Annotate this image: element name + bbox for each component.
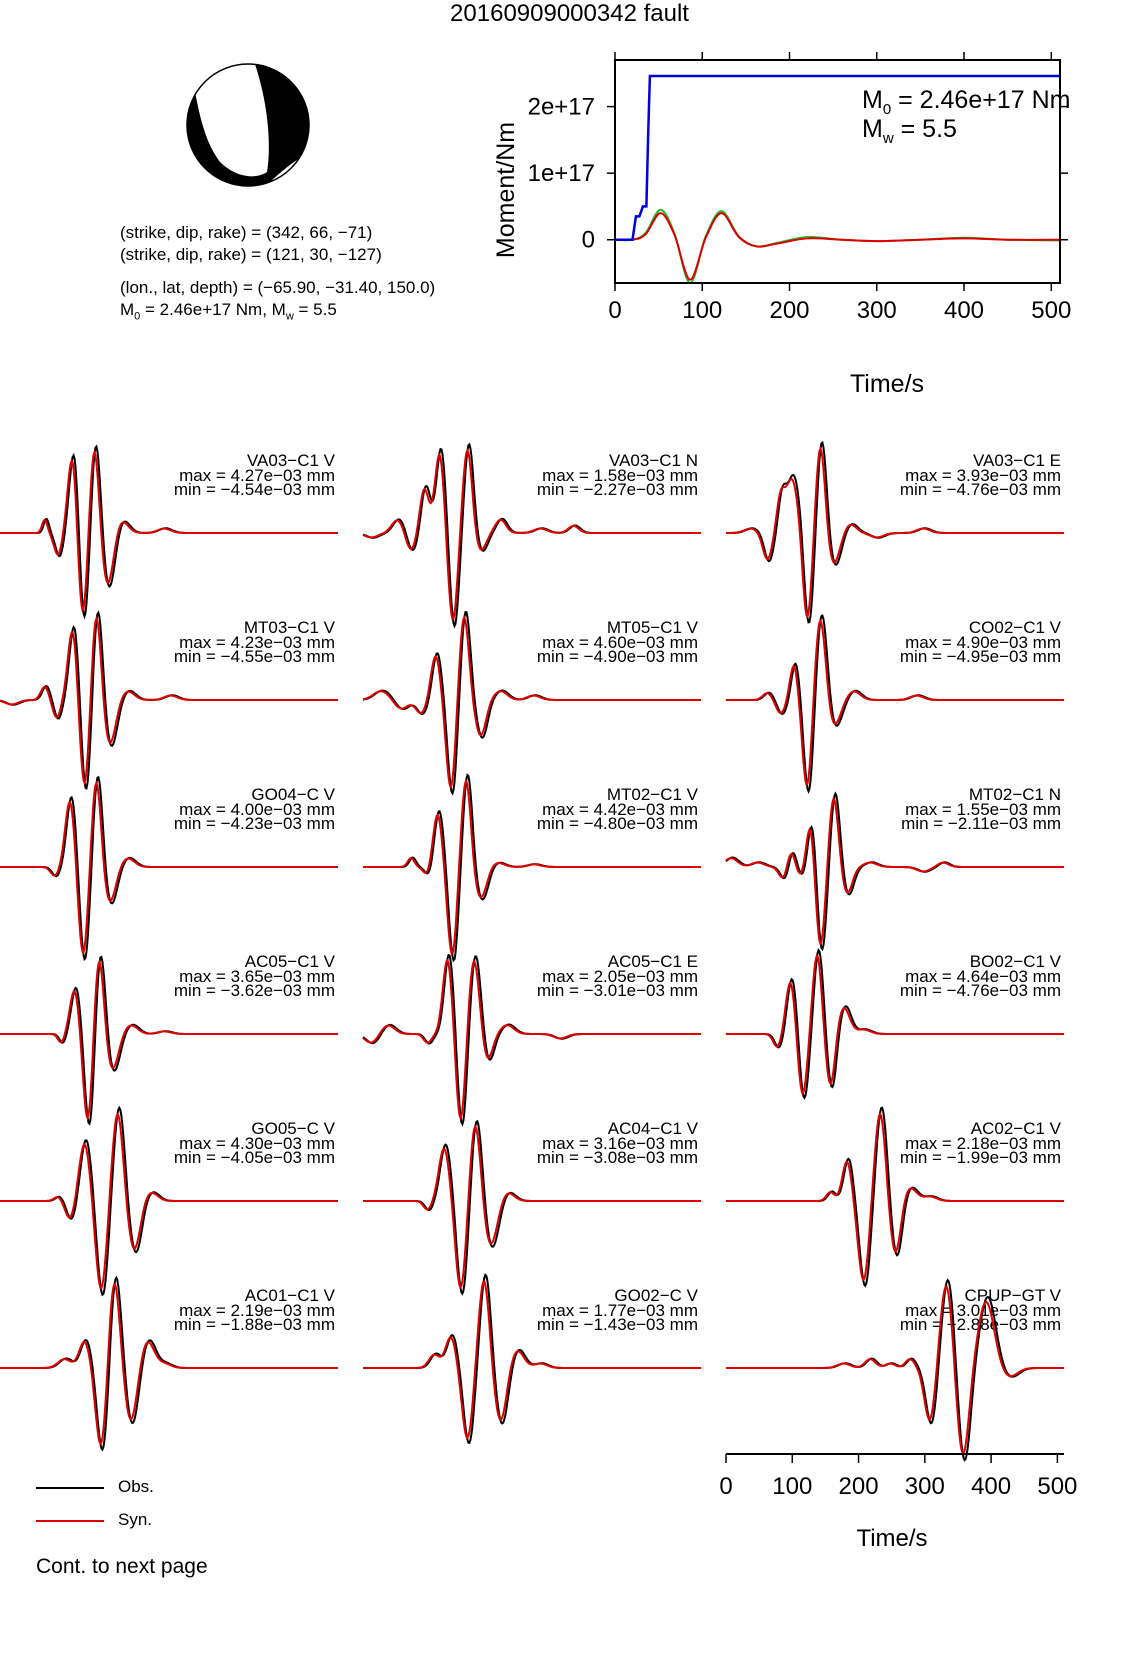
moment-xtick-label: 100 (682, 297, 723, 324)
waveform-min-label: min = −1.43e−03 mm (536, 1315, 698, 1334)
svg-text:Mw = 5.5 (862, 115, 957, 147)
moment-annotation (862, 86, 1070, 147)
waveform-min-label: min = −3.62e−03 mm (173, 981, 335, 1000)
footer-note: Cont. to next page (36, 1555, 208, 1578)
mechanism-plane2: (strike, dip, rake) = (121, 30, −127) (120, 245, 382, 264)
page-title: 20160909000342 fault (450, 0, 689, 27)
waveform-max-label: max = 4.42e−03 mm (542, 800, 698, 819)
waveform-station-label: MT02−C1 N (968, 785, 1061, 804)
waveform-xtick-label: 300 (904, 1473, 945, 1500)
waveform-station-label: GO02−C V (614, 1286, 698, 1305)
waveform-min-label: min = −2.11e−03 mm (901, 814, 1061, 833)
waveform-min-label: min = −4.23e−03 mm (173, 814, 335, 833)
waveform-min-label: min = −4.95e−03 mm (899, 647, 1061, 666)
beachball-diagram (185, 62, 311, 188)
waveform-max-label: max = 2.05e−03 mm (542, 967, 698, 986)
moment-ytick-label: 2e+17 (527, 93, 595, 121)
waveform-station-label: GO04−C V (251, 785, 335, 804)
waveform-max-label: max = 4.23e−03 mm (179, 633, 335, 652)
waveform-station-label: CO02−C1 V (968, 618, 1061, 637)
mw-subscript: w (285, 310, 294, 323)
waveform-max-label: max = 1.58e−03 mm (542, 466, 698, 485)
waveform-panel (363, 1275, 701, 1443)
waveform-panel (726, 950, 1064, 1098)
moment-chart (480, 30, 1139, 410)
waveform-xtick-label: 400 (971, 1473, 1012, 1500)
waveform-min-label: min = −4.80e−03 mm (536, 814, 698, 833)
waveform-min-label: min = −4.90e−03 mm (536, 647, 698, 666)
waveform-min-label: min = −4.76e−03 mm (899, 981, 1061, 1000)
waveform-min-label: min = −4.55e−03 mm (173, 647, 335, 666)
waveform-max-label: max = 4.90e−03 mm (905, 633, 1061, 652)
waveform-max-label: max = 4.00e−03 mm (179, 800, 335, 819)
waveform-panel (0, 613, 338, 789)
m0-value: = 2.46e+17 Nm, M (140, 300, 286, 319)
m0-symbol: M (120, 300, 135, 319)
legend (36, 1477, 236, 1540)
legend-obs-swatch (36, 1487, 104, 1489)
waveform-min-label: min = −4.05e−03 mm (173, 1148, 335, 1167)
waveform-panel (0, 952, 338, 1124)
waveform-panel (0, 447, 338, 617)
m0-subscript: 0 (134, 310, 141, 323)
annotation-mw-subscript: w (882, 130, 894, 147)
waveform-station-label: VA03−C1 N (609, 451, 698, 470)
waveform-max-label: max = 4.30e−03 mm (179, 1134, 335, 1153)
waveform-panel (726, 785, 1064, 949)
waveform-xtick-label: 0 (719, 1473, 733, 1500)
legend-syn-swatch (36, 1520, 104, 1522)
waveform-station-label: AC02−C1 V (970, 1119, 1061, 1138)
waveform-panel (363, 612, 701, 793)
waveform-panel (363, 775, 701, 960)
moment-series-line-2 (615, 213, 1060, 280)
waveform-station-label: AC04−C1 V (607, 1119, 698, 1138)
moment-ytick-label: 1e+17 (527, 160, 595, 188)
waveform-station-label: MT05−C1 V (606, 618, 698, 637)
annotation-m0-value: = 2.46e+17 Nm (891, 86, 1071, 114)
annotation-m0-symbol: M (862, 86, 883, 114)
waveform-xtick-label: 100 (772, 1473, 813, 1500)
mechanism-plane1: (strike, dip, rake) = (342, 66, −71) (120, 223, 373, 242)
waveform-panel (726, 443, 1064, 623)
waveform-xtick-label: 200 (838, 1473, 879, 1500)
moment-xtick-label: 300 (856, 297, 897, 324)
waveform-station-label: AC05−C1 E (607, 952, 698, 971)
waveform-max-label: max = 3.16e−03 mm (542, 1134, 698, 1153)
waveform-station-label: AC01−C1 V (244, 1286, 335, 1305)
waveform-min-label: min = −2.27e−03 mm (536, 480, 698, 499)
waveform-min-label: min = −3.01e−03 mm (536, 981, 698, 1000)
waveform-panel (0, 1108, 338, 1295)
waveform-max-label: max = 3.93e−03 mm (905, 466, 1061, 485)
waveform-min-label: min = −3.08e−03 mm (536, 1148, 698, 1167)
waveform-grid (0, 440, 1139, 1661)
waveform-panel (726, 1108, 1064, 1286)
waveform-panel (726, 616, 1064, 792)
moment-ylabel: Moment/Nm (492, 121, 520, 259)
annotation-mw-symbol: M (862, 115, 883, 143)
waveform-max-label: max = 4.27e−03 mm (179, 466, 335, 485)
waveform-max-label: max = 4.60e−03 mm (542, 633, 698, 652)
mechanism-location: (lon., lat, depth) = (−65.90, −31.40, 150.0) (120, 278, 436, 297)
waveform-station-label: VA03−C1 E (972, 451, 1061, 470)
waveform-station-label: VA03−C1 V (246, 451, 335, 470)
legend-syn-label: Syn. (118, 1510, 153, 1529)
moment-xtick-label: 200 (769, 297, 810, 324)
waveform-panel (363, 1119, 701, 1294)
annotation-m0-subscript: 0 (882, 101, 892, 118)
waveform-max-label: max = 2.18e−03 mm (905, 1134, 1061, 1153)
legend-obs-label: Obs. (118, 1477, 154, 1496)
waveform-min-label: min = −4.76e−03 mm (899, 480, 1061, 499)
waveform-station-label: MT02−C1 V (606, 785, 698, 804)
waveform-station-label: CPUP−GT V (964, 1286, 1061, 1305)
waveform-panel (363, 952, 701, 1124)
waveform-max-label: max = 1.55e−03 mm (905, 800, 1061, 819)
waveform-max-label: max = 3.01e−03 mm (905, 1301, 1061, 1320)
moment-series-line-1 (615, 210, 1060, 283)
waveform-station-label: BO02−C1 V (969, 952, 1061, 971)
waveform-max-label: max = 3.65e−03 mm (179, 967, 335, 986)
moment-xtick-label: 500 (1031, 297, 1072, 324)
moment-ytick-label: 0 (581, 226, 595, 254)
waveform-panel (363, 445, 701, 626)
waveform-panel (0, 1278, 338, 1450)
svg-text:M0 = 2.46e+17 Nm (862, 86, 1070, 118)
waveform-max-label: max = 4.64e−03 mm (905, 967, 1061, 986)
waveform-min-label: min = −1.88e−03 mm (173, 1315, 335, 1334)
moment-xlabel: Time/s (849, 370, 925, 398)
waveform-max-label: max = 2.19e−03 mm (179, 1301, 335, 1320)
annotation-mw-value: = 5.5 (893, 115, 957, 143)
waveform-xlabel: Time/s (856, 1525, 928, 1552)
waveform-station-label: AC05−C1 V (244, 952, 335, 971)
waveform-station-label: GO05−C V (251, 1119, 335, 1138)
waveform-station-label: MT03−C1 V (243, 618, 335, 637)
waveform-panel (0, 777, 338, 959)
waveform-max-label: max = 1.77e−03 mm (542, 1301, 698, 1320)
moment-xtick-label: 400 (943, 297, 985, 324)
waveform-min-label: min = −4.54e−03 mm (173, 480, 335, 499)
waveform-min-label: min = −2.88e−03 mm (899, 1315, 1061, 1334)
waveform-min-label: min = −1.99e−03 mm (899, 1148, 1061, 1167)
waveform-panel (726, 1280, 1064, 1460)
mechanism-moment (120, 300, 337, 322)
moment-xtick-label: 0 (608, 297, 622, 324)
waveform-xtick-label: 500 (1037, 1473, 1078, 1500)
mw-value: = 5.5 (293, 300, 337, 319)
